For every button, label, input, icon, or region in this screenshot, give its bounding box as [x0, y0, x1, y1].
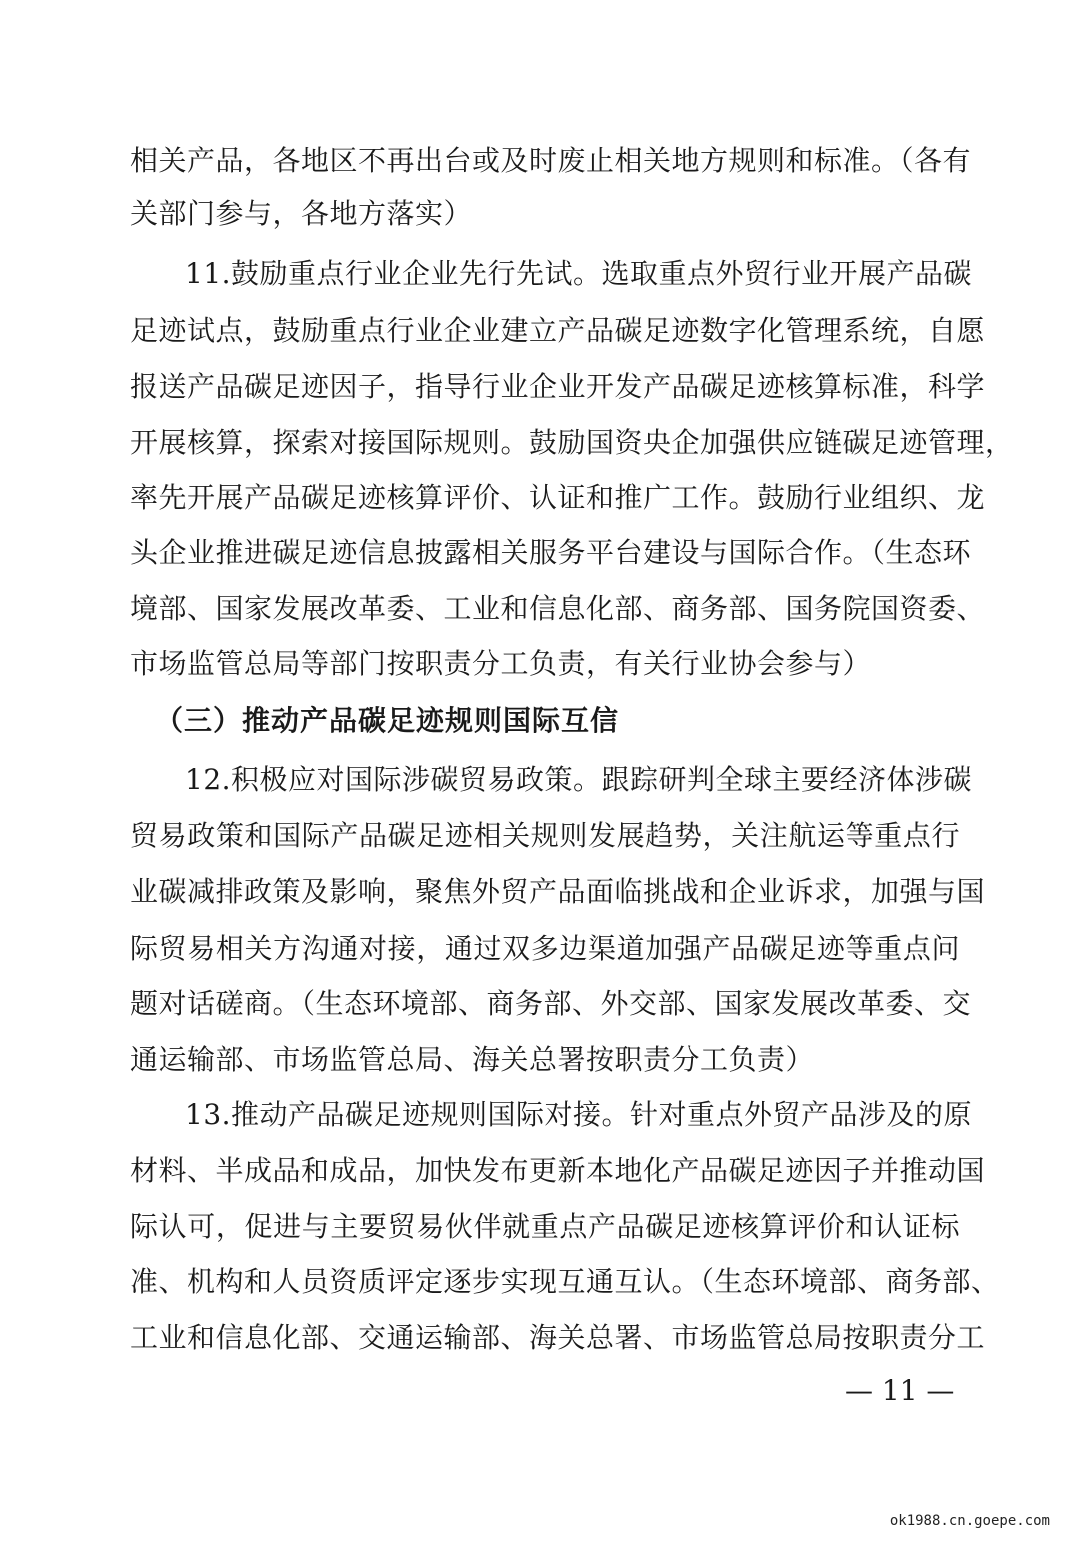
paragraph-line: 际贸易相关方沟通对接，通过双多边渠道加强产品碳足迹等重点问 — [130, 932, 960, 965]
paragraph-line: 足迹试点，鼓励重点行业企业建立产品碳足迹数字化管理系统，自愿 — [130, 314, 986, 347]
section-heading: （三）推动产品碳足迹规则国际互信 — [155, 704, 620, 737]
paragraph-line: 关部门参与，各地方落实） — [130, 197, 473, 230]
paragraph-line: 通运输部、市场监管总局、海关总署按职责分工负责） — [130, 1043, 815, 1076]
paragraph-line: 业碳减排政策及影响，聚焦外贸产品面临挑战和企业诉求，加强与国 — [130, 875, 986, 908]
paragraph-line: 贸易政策和国际产品碳足迹相关规则发展趋势，关注航运等重点行 — [130, 819, 960, 852]
paragraph-line: 率先开展产品碳足迹核算评价、认证和推广工作。鼓励行业组织、龙 — [130, 481, 986, 514]
paragraph-line: 头企业推进碳足迹信息披露相关服务平台建设与国际合作。（生态环 — [130, 536, 972, 569]
paragraph-line: 际认可，促进与主要贸易伙伴就重点产品碳足迹核算评价和认证标 — [130, 1210, 960, 1243]
paragraph-line: 境部、国家发展改革委、工业和信息化部、商务部、国务院国资委、 — [130, 592, 986, 625]
paragraph-line: 相关产品，各地区不再出台或及时废止相关地方规则和标准。（各有 — [130, 144, 972, 177]
paragraph-line: 开展核算，探索对接国际规则。鼓励国资央企加强供应链碳足迹管理， — [130, 426, 1014, 459]
page-number: — 11 — — [845, 1374, 955, 1407]
paragraph-line: 市场监管总局等部门按职责分工负责，有关行业协会参与） — [130, 647, 872, 680]
watermark: ok1988.cn.goepe.com — [889, 1513, 1050, 1529]
paragraph-line: 11.鼓励重点行业企业先行先试。选取重点外贸行业开展产品碳 — [185, 257, 973, 290]
paragraph-line: 13.推动产品碳足迹规则国际对接。针对重点外贸产品涉及的原 — [185, 1098, 973, 1131]
paragraph-line: 准、机构和人员资质评定逐步实现互通互认。（生态环境部、商务部、 — [130, 1265, 1000, 1298]
paragraph-line: 题对话磋商。（生态环境部、商务部、外交部、国家发展改革委、交 — [130, 987, 972, 1020]
paragraph-line: 报送产品碳足迹因子，指导行业企业开发产品碳足迹核算标准，科学 — [130, 370, 986, 403]
paragraph-line: 工业和信息化部、交通运输部、海关总署、市场监管总局按职责分工 — [130, 1321, 986, 1354]
paragraph-line: 12.积极应对国际涉碳贸易政策。跟踪研判全球主要经济体涉碳 — [185, 763, 973, 796]
paragraph-line: 材料、半成品和成品，加快发布更新本地化产品碳足迹因子并推动国 — [130, 1154, 986, 1187]
